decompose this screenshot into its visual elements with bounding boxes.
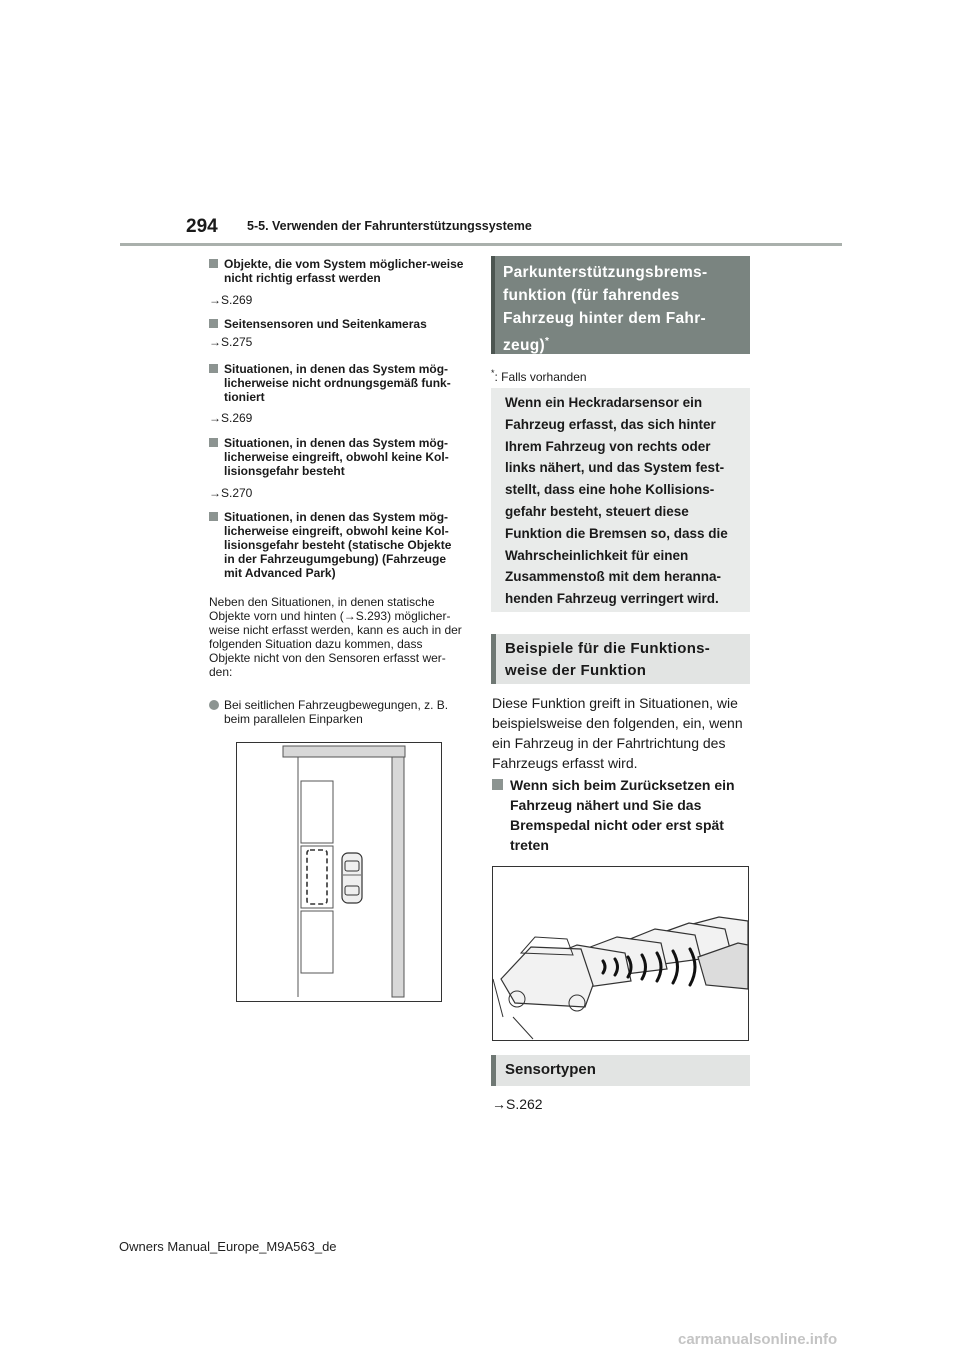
square-bullet-icon: [209, 259, 218, 268]
square-bullet-icon: [209, 364, 218, 373]
square-bullet-icon: [492, 779, 503, 790]
subsection-heading: Beispiele für die Funktions-weise der Funktion: [491, 634, 750, 684]
rear-cross-traffic-illustration: [492, 866, 749, 1041]
topic-item: Situationen, in denen das System mög-licherweise eingreift, obwohl keine Kol-lisionsgefahr besteht (statische Objekte in der Fahrzeugumgebung) (Fahrzeuge mit Advanced Park): [209, 510, 465, 580]
parking-diagram: [236, 742, 442, 1002]
info-box: Wenn ein Heckradarsensor ein Fahrzeug erfasst, das sich hinter Ihrem Fahrzeug von rechts oder links nähert, und das System fest-stellt, dass eine hohe Kollisions-gefahr besteht, steuert diese Funktion die Bremsen so, dass die Wahrscheinlichkeit für einen Zusammenstoß mit dem heranna-henden Fahrzeug verringert wird.: [491, 388, 750, 612]
parallel-parking-illustration: [237, 743, 441, 1001]
topic-item: Objekte, die vom System möglicher-weise nicht richtig erfasst werden: [209, 257, 465, 285]
square-bullet-icon: [209, 319, 218, 328]
topic-item: Wenn sich beim Zurücksetzen ein Fahrzeug nähert und Sie das Bremspedal nicht oder erst spät treten: [492, 775, 752, 855]
body-paragraph: Neben den Situationen, in denen statische Objekte vorn und hinten (→S.293) möglicher-weise nicht erfasst werden, kann es auch in der folgenden Situation dazu kommen, dass Objekte nicht von den Sensoren erfasst wer-den:: [209, 595, 462, 679]
heading-accent: [491, 256, 495, 354]
footnote: *: Falls vorhanden: [491, 368, 587, 384]
section-heading: Parkunterstützungsbrems-funktion (für fahrendes Fahrzeug hinter dem Fahr-zeug)*: [491, 256, 750, 354]
subsection-heading: Sensortypen: [491, 1055, 750, 1086]
square-bullet-icon: [209, 512, 218, 521]
heading-accent: [491, 634, 496, 684]
body-paragraph: Diese Funktion greift in Situationen, wie beispielsweise den folgenden, ein, wenn ein Fahrzeug in der Fahrtrichtung des Fahrzeugs erfasst wird.: [492, 695, 743, 771]
chapter-title: 5-5. Verwenden der Fahrunterstützungssysteme: [247, 219, 532, 233]
page-number: 294: [186, 216, 218, 237]
round-bullet-icon: [209, 700, 219, 710]
page-reference[interactable]: →S.262: [492, 1096, 543, 1112]
topic-item: Situationen, in denen das System mög-licherweise nicht ordnungsgemäß funk-tioniert: [209, 362, 465, 404]
page-reference[interactable]: →S.269: [209, 293, 253, 307]
watermark: carmanualsonline.info: [678, 1331, 838, 1348]
page-reference[interactable]: →S.269: [209, 411, 253, 425]
bullet-item: Bei seitlichen Fahrzeugbewegungen, z. B. beim parallelen Einparken: [209, 698, 465, 726]
topic-item: Seitensensoren und Seitenkameras: [209, 317, 465, 331]
heading-accent: [491, 1055, 496, 1086]
page-reference[interactable]: →S.275: [209, 335, 253, 349]
header-rule: [120, 243, 842, 246]
square-bullet-icon: [209, 438, 218, 447]
car-parking-illustration: [493, 867, 748, 1040]
footer-text: Owners Manual_Europe_M9A563_de: [119, 1239, 337, 1254]
topic-item: Situationen, in denen das System mög-licherweise eingreift, obwohl keine Kol-lisionsgefahr besteht: [209, 436, 465, 478]
page-reference[interactable]: →S.270: [209, 486, 253, 500]
